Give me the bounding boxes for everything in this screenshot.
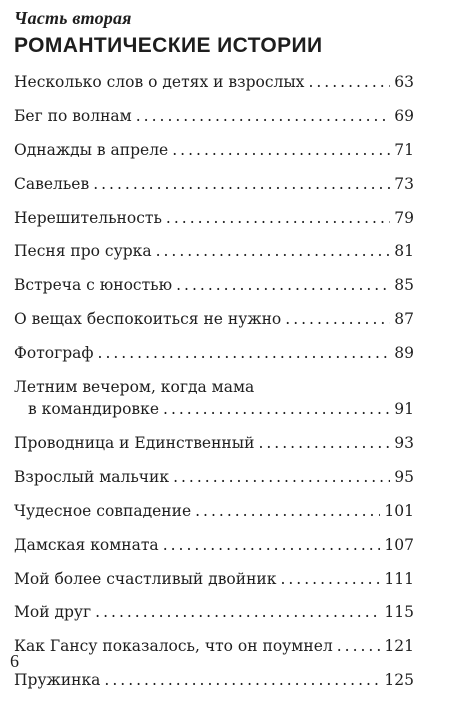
- toc-entry-title: Мой друг: [14, 603, 92, 622]
- toc-entry: [14, 466, 414, 500]
- dot-leader: [308, 71, 390, 93]
- toc-entry-title: Мой более счастливый двойник: [14, 569, 277, 588]
- dot-leader: [95, 601, 380, 623]
- toc-entry: [14, 308, 414, 342]
- toc-entry-page: 73: [394, 174, 414, 193]
- dot-leader: [156, 240, 391, 262]
- toc-entry-page: 71: [394, 140, 414, 159]
- dot-leader: [166, 207, 390, 229]
- toc-entry: [14, 139, 414, 173]
- toc-entry-title: Песня про сурка: [14, 242, 152, 261]
- toc-entry-page: 63: [394, 73, 414, 91]
- toc-entry: [14, 568, 414, 602]
- toc-entry-page: 85: [394, 276, 414, 295]
- toc-entry-title: Савельев: [14, 174, 90, 193]
- dot-leader: [176, 274, 390, 296]
- toc-entry-title: Бег по волнам: [14, 106, 132, 125]
- toc-entry-page: 87: [394, 310, 414, 329]
- section-title: РОМАНТИЧЕСКИЕ ИСТОРИИ: [14, 34, 323, 57]
- toc-entry-title-continued: в командировке: [28, 400, 160, 419]
- toc-entry: [14, 669, 414, 703]
- toc-entry: [14, 71, 414, 105]
- toc-entry: [14, 342, 414, 376]
- toc-entry-title: Несколько слов о детях и взрослых: [14, 73, 305, 91]
- page-number: 6: [10, 651, 19, 671]
- toc-entry-page: 101: [384, 501, 414, 520]
- toc-entry-title: Взрослый мальчик: [14, 467, 170, 486]
- part-label: Часть вторая: [14, 8, 132, 28]
- toc-entry-page: 93: [394, 434, 414, 453]
- toc-entry-title: Однажды в апреле: [14, 140, 169, 159]
- toc-entry-page: 79: [394, 208, 414, 227]
- toc-entry-page: 107: [384, 535, 414, 554]
- toc-entry: [14, 635, 414, 669]
- toc-entry-title: Как Гансу показалось, что он поумнел: [14, 637, 333, 656]
- toc-entry-title: О вещах беспокоиться не нужно: [14, 310, 282, 329]
- toc-entry: [14, 105, 414, 139]
- dot-leader: [136, 105, 391, 127]
- toc-entry-title: Пружинка: [14, 671, 101, 690]
- toc-entry: [14, 274, 414, 308]
- toc-entry-title: Проводница и Единственный: [14, 434, 255, 453]
- toc-entry: [14, 534, 414, 568]
- toc-entry-title: Дамская комната: [14, 535, 159, 554]
- toc-entry-page: 125: [384, 671, 414, 690]
- dot-leader: [172, 139, 390, 161]
- toc-entry-page: 89: [394, 344, 414, 363]
- dot-leader: [163, 398, 390, 420]
- dot-leader: [195, 500, 380, 522]
- dot-leader: [173, 466, 390, 488]
- dot-leader: [337, 635, 381, 657]
- toc-entry-page: 95: [394, 467, 414, 486]
- toc-entry-page: 91: [394, 400, 414, 419]
- dot-leader: [104, 669, 380, 691]
- toc-entry-title: Встреча с юностью: [14, 276, 173, 295]
- toc-entry-title: Чудесное совпадение: [14, 501, 192, 520]
- toc-entry-continuation: [14, 398, 414, 420]
- toc-entry: [14, 207, 414, 241]
- toc-entry-title: Нерешительность: [14, 208, 162, 227]
- toc-entry-title: Фотограф: [14, 344, 94, 363]
- dot-leader: [280, 568, 380, 590]
- dot-leader: [285, 308, 390, 330]
- toc-entry-page: 115: [384, 603, 414, 622]
- toc-entry: [14, 173, 414, 207]
- dot-leader: [258, 432, 390, 454]
- toc-entry: [14, 376, 414, 432]
- toc-entry-page: 111: [384, 569, 414, 588]
- toc-entry: [14, 601, 414, 635]
- toc-entry-page: 121: [384, 637, 414, 656]
- toc-entry-page: 81: [394, 242, 414, 261]
- toc-entry: [14, 240, 414, 274]
- dot-leader: [93, 173, 390, 195]
- toc-entry: [14, 432, 414, 466]
- table-of-contents: [14, 71, 414, 703]
- dot-leader: [98, 342, 391, 364]
- toc-entry-page: 69: [394, 106, 414, 125]
- toc-entry-title: Летним вечером, когда мама: [14, 378, 255, 397]
- dot-leader: [163, 534, 381, 556]
- toc-entry: [14, 500, 414, 534]
